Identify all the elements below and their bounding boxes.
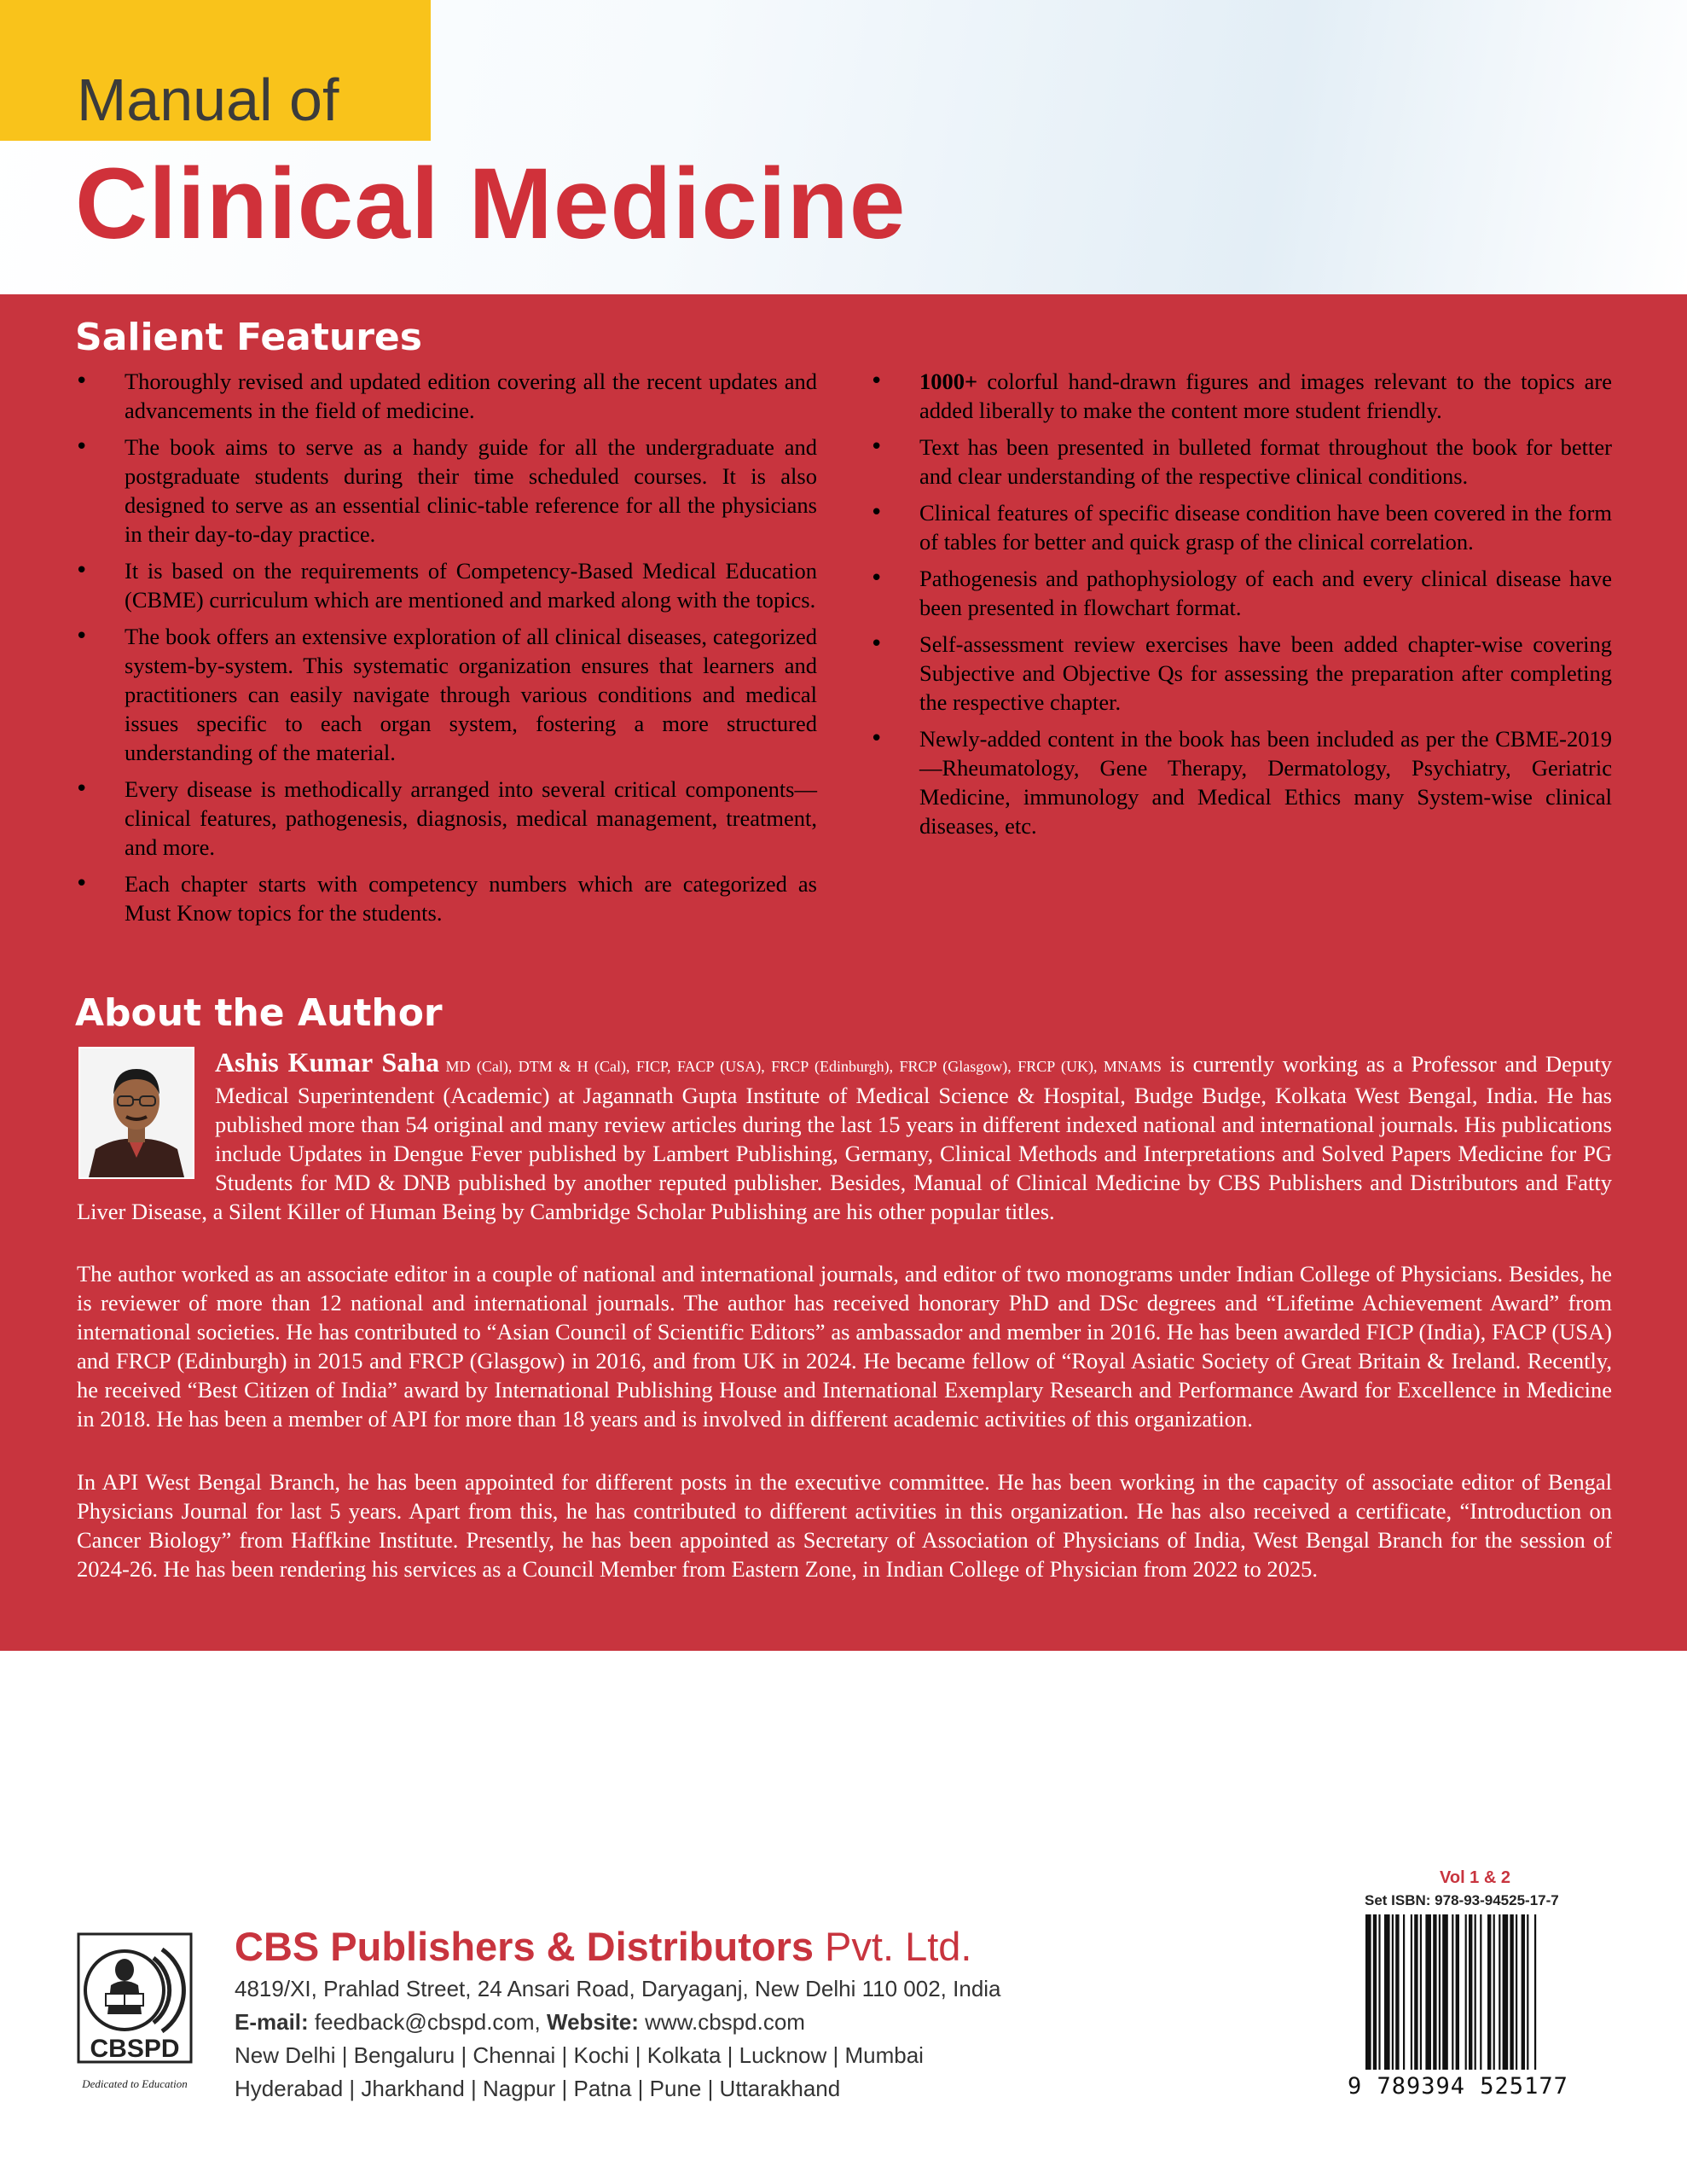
feature-item: • Pathogenesis and pathophysiology of each and every clinical disease have been presented in flowchart format. bbox=[870, 564, 1612, 622]
publisher-name-bold: CBS Publishers & Distributors bbox=[235, 1924, 814, 1969]
feature-text: colorful hand-drawn figures and images relevant to the topics are added liberally to make the content more student friendly. bbox=[919, 369, 1612, 423]
feature-item: • Self-assessment review exercises have been added chapter-wise covering Subjective and Objective Qs for assessing the preparation after completing the respective chapter. bbox=[870, 630, 1612, 717]
barcode-digits: 9 789394 525177 bbox=[1348, 2073, 1568, 2100]
feature-item: • It is based on the requirements of Competency-Based Medical Education (CBME) curriculum which are mentioned and marked along with the topics. bbox=[75, 556, 817, 614]
website-label: Website: bbox=[547, 2009, 639, 2035]
publisher-address: 4819/XI, Prahlad Street, 24 Ansari Road, Daryaganj, New Delhi 110 002, India bbox=[235, 1976, 1001, 2001]
cbspd-logo-icon bbox=[77, 1932, 193, 2100]
title-small: Manual of bbox=[77, 67, 339, 133]
features-left-column bbox=[75, 367, 817, 935]
feature-item: • Each chapter starts with competency numbers which are categorized as Must Know topics for the students. bbox=[75, 869, 817, 927]
features-right-list bbox=[870, 367, 1612, 840]
publisher-contact bbox=[235, 2011, 805, 2033]
feature-item bbox=[870, 367, 1612, 425]
barcode-icon bbox=[1362, 1914, 1592, 2094]
email-value[interactable]: feedback@cbspd.com, bbox=[308, 2009, 547, 2035]
volume-label: Vol 1 & 2 bbox=[1440, 1868, 1510, 1887]
publisher-name-suffix: Pvt. Ltd. bbox=[814, 1924, 972, 1969]
feature-item: • The book offers an extensive exploration of all clinical diseases, categorized system-by-system. This systematic organization ensures that learners and practitioners can easily navigate through various conditions and medical issues specific to each organ system, fostering a more structured understanding of the material. bbox=[75, 622, 817, 767]
feature-item: • Text has been presented in bulleted format throughout the book for better and clear understanding of the respective clinical conditions. bbox=[870, 433, 1612, 491]
logo-text: CBSPD bbox=[90, 2035, 180, 2063]
feature-item: • Clinical features of specific disease condition have been covered in the form of tables for better and quick grasp of the clinical correlation. bbox=[870, 498, 1612, 556]
features-right-column bbox=[870, 367, 1612, 848]
feature-item: • Newly-added content in the book has been included as per the CBME-2019—Rheumatology, Gene Therapy, Dermatology, Psychiatry, Geriatric Medicine, immunology and Medical Ethics many System-wise clinical diseases, etc. bbox=[870, 724, 1612, 840]
publisher-name bbox=[235, 1924, 972, 1969]
book-title: Clinical Medicine bbox=[75, 148, 907, 260]
features-left-list bbox=[75, 367, 817, 927]
publisher-cities-1: New Delhi | Bengaluru | Chennai | Kochi | Kolkata | Lucknow | Mumbai bbox=[235, 2042, 924, 2068]
author-bio-text: is currently working as a Professor and Deputy Medical Superintendent (Academic) at Jagannath Gupta Institute of Medical Science & Hospital, Budge Budge, Kolkata West Bengal, India. He has published more than 54 original and many review articles during the last 15 years in different indexed national and international journals. His publications include Updates in Dengue Fever published by Lambert Publishing, Germany, Clinical Methods and Interpretations and Solved Papers Medicine for PG Students for MD & DNB published by another reputed publisher. Besides, Manual of Clinical Medicine by CBS Publishers and Distributors and Fatty Liver Disease, a Silent Killer of Human Being by Cambridge Scholar Publishing are his other popular titles. bbox=[77, 1051, 1613, 1224]
feature-item: • Thoroughly revised and updated edition covering all the recent updates and advancements in the field of medicine. bbox=[75, 367, 817, 425]
publisher-cities-2: Hyderabad | Jharkhand | Nagpur | Patna | Pune | Uttarakhand bbox=[235, 2076, 841, 2101]
about-author-heading: About the Author bbox=[75, 991, 443, 1035]
feature-item: • Every disease is methodically arranged into several critical components—clinical features, pathogenesis, diagnosis, medical management, treatment, and more. bbox=[75, 775, 817, 862]
salient-features-heading: Salient Features bbox=[75, 316, 422, 359]
publisher-logo bbox=[77, 1932, 193, 2100]
author-degrees: MD (Cal), DTM & H (Cal), FICP, FACP (USA), FRCP (Edinburgh), FRCP (Glasgow), FRCP (UK), MNAMS bbox=[439, 1058, 1162, 1075]
author-career-paragraph: The author worked as an associate editor in a couple of national and international journals, and editor of two monograms under Indian College of Physicians. Besides, he is reviewer of more than 12 national and international journals. The author has received honorary PhD and DSc degrees and “Lifetime Achievement Award” from international societies. He has contributed to “Asian Council of Scientific Editors” as ambassador and member in 2016. He has been awarded FICP (India), FACP (USA) and FRCP (Edinburgh) in 2015 and FRCP (Glasgow) in 2016, and from UK in 2024. He became fellow of “Royal Asiatic Society of Great Britain & Ireland. Recently, he received “Best Citizen of India” award by International Publishing House and International Exemplary Research and Performance Award for Excellence in Medicine in 2018. He has been a member of API for more than 18 years and is involved in different academic activities of this organization. bbox=[77, 1261, 1612, 1432]
email-label: E-mail: bbox=[235, 2009, 309, 2035]
logo-tagline: Dedicated to Education bbox=[82, 2077, 188, 2090]
website-value[interactable]: www.cbspd.com bbox=[638, 2009, 805, 2035]
author-name: Ashis Kumar Saha bbox=[215, 1047, 440, 1077]
set-isbn: Set ISBN: 978-93-94525-17-7 bbox=[1365, 1892, 1559, 1908]
feature-count: 1000+ bbox=[919, 369, 978, 394]
author-api-paragraph: In API West Bengal Branch, he has been appointed for different posts in the executive committee. He has been working in the capacity of associate editor of Bengal Physicians Journal for last 5 years. Apart from this, he has contributed to different activities in this organization. He has also received a certificate, “Introduction on Cancer Biology” from Haffkine Institute. Presently, he has been appointed as Secretary of Association of Physicians of India, West Bengal Branch for the session of 2024-26. He has been rendering his services as a Council Member from Eastern Zone, in Indian College of Physician from 2022 to 2025. bbox=[77, 1469, 1612, 1582]
author-bio-paragraph bbox=[77, 1048, 1612, 1226]
feature-item: • The book aims to serve as a handy guide for all the undergraduate and postgraduate students during their time scheduled courses. It is also designed to serve as an essential clinic-table reference for all the physicians in their day-to-day practice. bbox=[75, 433, 817, 549]
